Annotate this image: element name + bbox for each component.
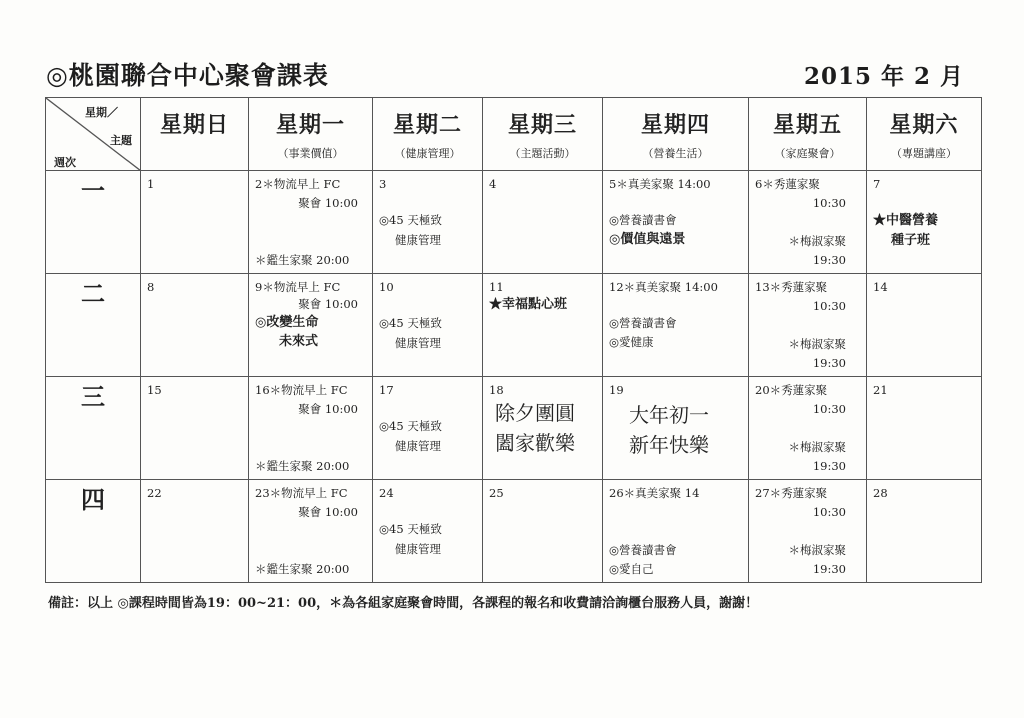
event-line: 19:30 [812,356,846,370]
day-cell [483,171,603,274]
day-cell [249,171,373,274]
day-name: 星期日 [159,112,229,138]
day-cell [867,377,982,480]
day-cell [603,274,749,377]
day-theme: （營養生活） [642,147,709,160]
day-cell [249,480,373,583]
week-row-2 [46,274,982,377]
event-line: ◎愛自己 [609,562,654,576]
day-cell [373,480,483,583]
day-theme: （家庭聚會） [774,147,841,160]
event-line: ◎營養讀書會 [609,213,677,227]
event-line: ◎45 天極致 [379,419,442,433]
day-number: 1 [147,177,155,191]
day-cell [141,480,249,583]
event-line: 健康管理 [395,439,441,453]
day-cell [141,171,249,274]
day-cell [749,274,867,377]
column-header-sunday [141,98,249,171]
event-line: 聚會 10:00 [298,297,358,311]
event-line: 未來式 [279,334,319,349]
event-line: 種子班 [891,233,931,248]
day-theme: （主題活動） [509,147,576,160]
corner-week-label: 週次 [54,156,76,169]
event-line: ★幸福點心班 [489,297,568,312]
event-line: 健康管理 [395,233,441,247]
day-number: 14 [873,280,888,294]
week-row-4 [46,480,982,583]
day-number: 17 [379,383,394,397]
event-line: ＊鑑生家聚 20:00 [255,459,350,473]
week-label: 四 [46,480,141,583]
day-cell [867,274,982,377]
week-label: 三 [46,377,141,480]
day-number: 8 [147,280,155,294]
event-line: ◎營養讀書會 [609,316,677,330]
day-number: 18 [489,383,504,397]
day-number: 24 [379,486,394,500]
day-cell [249,377,373,480]
event-line: ＊梅淑家聚 [788,440,846,454]
column-header-monday [249,98,373,171]
day-cell [483,274,603,377]
day-number: 7 [873,177,881,191]
day-cell [483,480,603,583]
event-line: 10:30 [812,402,846,416]
event-line: 6＊秀蓮家聚 [755,177,820,191]
day-number: 22 [147,486,162,500]
event-line: ＊鑑生家聚 20:00 [255,253,350,267]
column-header-thursday [603,98,749,171]
column-header-tuesday [373,98,483,171]
day-number: 21 [873,383,888,397]
event-line: 闔家歡樂 [495,431,575,455]
day-cell [749,480,867,583]
event-line: 5＊真美家聚 14:00 [609,177,711,191]
day-cell [749,171,867,274]
day-cell [483,377,603,480]
event-line: 2＊物流早上 FC [255,177,341,191]
event-line: ＊梅淑家聚 [788,234,846,248]
event-line: 27＊秀蓮家聚 [755,486,828,500]
day-cell [867,480,982,583]
event-line: 12＊真美家聚 14:00 [609,280,718,294]
event-line: 16＊物流早上 FC [255,383,348,397]
day-cell [373,274,483,377]
week-label: 二 [46,274,141,377]
column-header-friday [749,98,867,171]
day-cell [373,171,483,274]
corner-theme-label: 主題 [110,134,132,147]
week-label: 一 [46,171,141,274]
event-line: 9＊物流早上 FC [255,280,341,294]
event-line: ◎價值與遠景 [609,232,686,247]
event-line: ◎45 天極致 [379,522,442,536]
day-number: 28 [873,486,888,500]
day-number: 10 [379,280,394,294]
corner-day-label: 星期／ [85,106,118,119]
day-name: 星期五 [772,112,842,138]
day-name: 星期二 [392,112,462,138]
day-cell [603,171,749,274]
event-line: ★中醫營養 [873,213,939,228]
event-line: 19:30 [812,459,846,473]
column-header-saturday [867,98,982,171]
day-name: 星期三 [507,112,577,138]
day-cell [141,377,249,480]
day-cell [141,274,249,377]
schedule-month: 2015 年 2 月 [804,63,965,90]
day-name: 星期四 [640,112,710,138]
event-line: 19:30 [812,253,846,267]
footer-note: 備註：以上 ◎課程時間皆為19：00~21：00，＊為各組家庭聚會時間，各課程的報名和收費請洽詢櫃台服務人員，謝謝！ [48,596,759,611]
day-cell [603,480,749,583]
event-line: ◎45 天極致 [379,316,442,330]
event-line: ◎營養讀書會 [609,543,677,557]
event-line: 10:30 [812,196,846,210]
day-cell [867,171,982,274]
day-name: 星期六 [889,112,959,138]
event-line: ＊梅淑家聚 [788,337,846,351]
event-line: 26＊真美家聚 14 [609,486,700,500]
day-theme: （專題講座） [891,147,957,160]
event-line: 23＊物流早上 FC [255,486,348,500]
event-line: 聚會 10:00 [298,505,358,519]
event-line: 10:30 [812,299,846,313]
day-theme: （事業價值） [277,147,344,160]
event-line: 健康管理 [395,336,441,350]
event-line: 新年快樂 [629,433,709,457]
day-cell [249,274,373,377]
event-line: ＊梅淑家聚 [788,543,846,557]
day-number: 11 [489,280,504,294]
day-number: 3 [379,177,387,191]
week-row-1 [46,171,982,274]
event-line: ◎改變生命 [255,315,319,330]
event-line: 除夕團圓 [495,401,575,425]
page-title: ◎桃園聯合中心聚會課表 [46,61,329,90]
event-line: ◎45 天極致 [379,213,442,227]
event-line: 10:30 [812,505,846,519]
day-number: 25 [489,486,504,500]
week-row-3 [46,377,982,480]
day-number: 19 [609,383,624,397]
event-line: ＊鑑生家聚 20:00 [255,562,350,576]
event-line: ◎愛健康 [609,335,654,349]
day-cell [749,377,867,480]
day-theme: （健康管理） [394,147,461,160]
day-cell [603,377,749,480]
column-header-wednesday [483,98,603,171]
event-line: 聚會 10:00 [298,196,358,210]
event-line: 健康管理 [395,542,441,556]
corner-cell [46,98,141,171]
header-row [46,98,982,171]
day-number: 15 [147,383,162,397]
day-name: 星期一 [275,112,345,138]
event-line: 19:30 [812,562,846,576]
event-line: 聚會 10:00 [298,402,358,416]
day-number: 4 [489,177,497,191]
event-line: 大年初一 [629,403,709,427]
day-cell [373,377,483,480]
schedule-table [45,97,982,583]
event-line: 20＊秀蓮家聚 [755,383,828,397]
event-line: 13＊秀蓮家聚 [755,280,828,294]
